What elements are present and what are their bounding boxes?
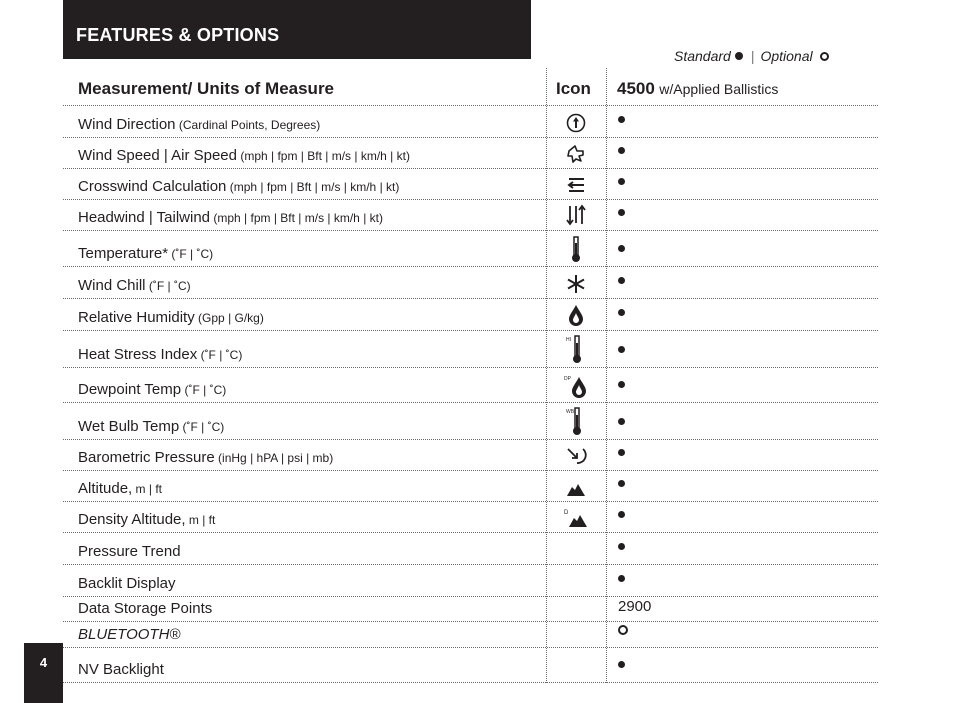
table-row xyxy=(63,565,878,597)
feature-name: Heat Stress Index xyxy=(78,346,198,363)
header-feature: Measurement/ Units of Measure xyxy=(78,79,335,98)
crosswind-icon xyxy=(546,174,605,199)
feature-name: Altitude, xyxy=(78,480,133,497)
standard-dot-icon xyxy=(618,275,625,292)
page-tab xyxy=(24,643,63,703)
table-row xyxy=(63,403,878,440)
table-row xyxy=(63,138,878,169)
standard-dot-icon xyxy=(618,176,625,193)
header-model xyxy=(617,79,778,99)
standard-dot-icon xyxy=(618,379,625,396)
empty-icon-cell xyxy=(546,644,605,647)
feature-name: Dewpoint Temp xyxy=(78,381,182,398)
feature-unit: (˚F | ˚C) xyxy=(181,383,227,397)
barometer-icon xyxy=(546,445,605,470)
feature-value: 2900 xyxy=(618,598,652,615)
legend-separator: | xyxy=(750,48,755,64)
standard-dot-icon xyxy=(618,573,625,590)
feature-name: Crosswind Calculation xyxy=(78,178,227,195)
density-altitude-icon xyxy=(546,507,605,532)
feature-name: Barometric Pressure xyxy=(78,449,215,466)
standard-dot-icon xyxy=(618,114,625,131)
altitude-icon xyxy=(546,480,605,501)
feature-label xyxy=(78,178,399,195)
dewpoint-icon xyxy=(546,373,605,402)
wind-chill-icon xyxy=(546,273,605,298)
feature-label xyxy=(78,543,181,560)
page-number: 4 xyxy=(39,655,48,670)
feature-label xyxy=(78,277,191,294)
feature-name: NV Backlight xyxy=(78,661,164,678)
wind-direction-icon xyxy=(546,112,605,137)
feature-unit: (Cardinal Points, Degrees) xyxy=(175,118,321,132)
standard-dot-icon xyxy=(618,243,625,260)
feature-label xyxy=(78,381,226,398)
feature-unit: (˚F | ˚C) xyxy=(179,420,225,434)
feature-label xyxy=(78,147,410,164)
svg-text:WB: WB xyxy=(565,409,574,415)
feature-name: Backlit Display xyxy=(78,575,176,592)
feature-name: Wind Chill xyxy=(78,277,146,294)
svg-text:HI: HI xyxy=(565,337,571,343)
feature-name: Temperature* xyxy=(78,245,169,262)
optional-ring-icon xyxy=(820,52,829,61)
thermometer-icon xyxy=(546,235,605,266)
table-row xyxy=(63,267,878,299)
table-row xyxy=(63,169,878,200)
feature-label xyxy=(78,600,212,617)
standard-dot-icon xyxy=(735,52,743,60)
feature-name: Relative Humidity xyxy=(78,309,195,326)
feature-label xyxy=(78,245,213,262)
empty-icon-cell xyxy=(546,593,605,596)
table-row xyxy=(63,597,878,622)
feature-unit: (˚F | ˚C) xyxy=(168,247,214,261)
standard-dot-icon xyxy=(618,509,625,526)
feature-name: Density Altitude, xyxy=(78,511,186,528)
feature-unit: (inHg | hPA | psi | mb) xyxy=(214,451,334,465)
table-row xyxy=(63,502,878,533)
table-row xyxy=(63,200,878,231)
feature-unit: (mph | fpm | Bft | m/s | km/h | kt) xyxy=(237,149,410,163)
feature-name: Wet Bulb Temp xyxy=(78,418,180,435)
humidity-drop-icon xyxy=(546,303,605,330)
feature-label xyxy=(78,116,320,133)
table-row xyxy=(63,622,878,648)
table-row xyxy=(63,106,878,138)
table-row xyxy=(63,368,878,403)
optional-ring-icon xyxy=(618,624,628,641)
feature-name: Wind Direction xyxy=(78,116,176,133)
standard-dot-icon xyxy=(618,541,625,558)
feature-label xyxy=(78,626,180,643)
feature-unit: (˚F | ˚C) xyxy=(197,348,243,362)
feature-name: Headwind | Tailwind xyxy=(78,209,211,226)
table-row xyxy=(63,440,878,471)
legend-optional-label: Optional xyxy=(760,48,813,64)
feature-unit: (˚F | ˚C) xyxy=(145,279,191,293)
table-row xyxy=(63,533,878,565)
feature-unit: (mph | fpm | Bft | m/s | km/h | kt) xyxy=(226,180,400,194)
svg-text:DP: DP xyxy=(563,376,571,382)
standard-dot-icon xyxy=(618,344,625,361)
feature-label xyxy=(78,309,264,326)
headwind-tailwind-icon xyxy=(546,203,605,230)
feature-label xyxy=(78,209,383,226)
feature-label xyxy=(78,661,164,678)
standard-dot-icon xyxy=(618,447,625,464)
standard-dot-icon xyxy=(618,416,625,433)
header-model-sub: w/Applied Ballistics xyxy=(659,81,779,97)
table-header-row xyxy=(63,68,878,106)
feature-label xyxy=(78,418,224,435)
empty-icon-cell xyxy=(546,561,605,564)
wet-bulb-icon xyxy=(546,406,605,439)
header-model-number: 4500 xyxy=(617,79,655,98)
feature-label xyxy=(78,449,333,466)
empty-icon-cell xyxy=(546,679,605,682)
standard-dot-icon xyxy=(618,659,625,676)
table-row xyxy=(63,299,878,331)
feature-unit: (Gpp | G/kg) xyxy=(194,311,264,325)
feature-label xyxy=(78,480,162,497)
table-row xyxy=(63,331,878,368)
table-row xyxy=(63,231,878,267)
page-title: FEATURES & OPTIONS xyxy=(76,25,280,45)
feature-label xyxy=(78,575,176,592)
feature-name: Pressure Trend xyxy=(78,543,181,560)
legend xyxy=(674,48,829,64)
feature-name: Data Storage Points xyxy=(78,600,213,617)
feature-label xyxy=(78,346,242,363)
feature-unit: m | ft xyxy=(185,513,216,527)
svg-text:D: D xyxy=(563,510,568,516)
legend-standard-label: Standard xyxy=(674,48,731,64)
standard-dot-icon xyxy=(618,478,625,495)
table-row xyxy=(63,471,878,502)
table-row xyxy=(63,648,878,683)
feature-name: BLUETOOTH® xyxy=(78,626,181,643)
feature-label xyxy=(78,511,215,528)
standard-dot-icon xyxy=(618,307,625,324)
heat-index-icon xyxy=(546,334,605,367)
header-bar xyxy=(63,0,531,59)
feature-name: Wind Speed | Air Speed xyxy=(78,147,237,164)
standard-dot-icon xyxy=(618,145,625,162)
header-icon: Icon xyxy=(556,79,591,98)
feature-unit: m | ft xyxy=(132,482,162,496)
feature-unit: (mph | fpm | Bft | m/s | km/h | kt) xyxy=(210,211,383,225)
standard-dot-icon xyxy=(618,207,625,224)
wind-speed-icon xyxy=(546,143,605,168)
empty-icon-cell xyxy=(546,618,605,621)
